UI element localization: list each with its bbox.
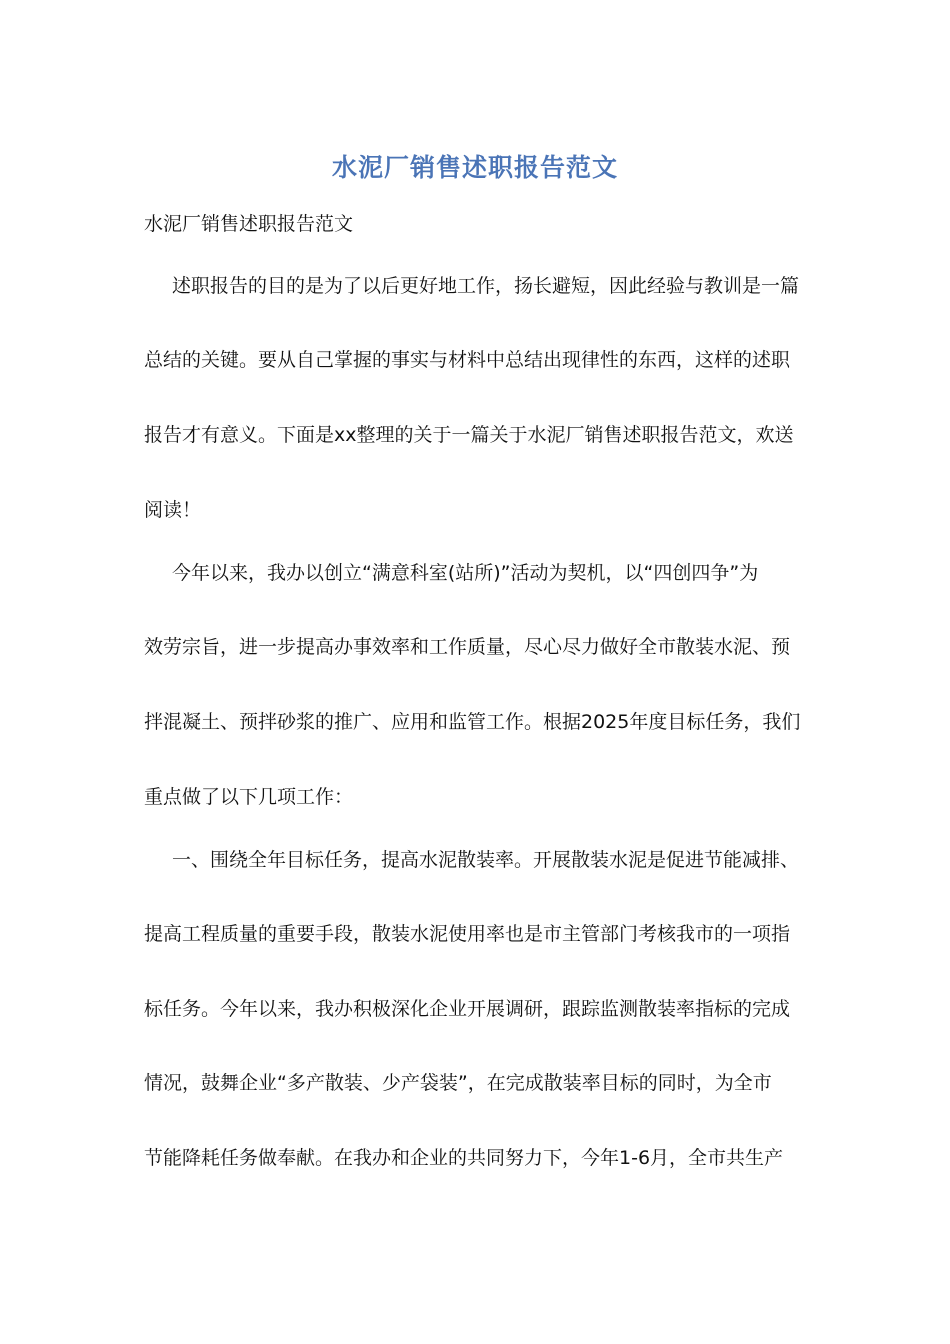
paragraph-line: 效劳宗旨，进一步提高办事效率和工作质量，尽心尽力做好全市散装水泥、预 [144, 636, 791, 658]
paragraph-line: 报告才有意义。下面是xx整理的关于一篇关于水泥厂销售述职报告范文，欢送 [144, 424, 794, 446]
document-subtitle: 水泥厂销售述职报告范文 [144, 213, 354, 235]
paragraph-line: 阅读！ [144, 499, 202, 521]
paragraph-line: 拌混凝土、预拌砂浆的推广、应用和监管工作。根据2025年度目标任务，我们 [144, 711, 801, 733]
paragraph-line: 总结的关键。要从自己掌握的事实与材料中总结出现律性的东西，这样的述职 [144, 349, 791, 371]
paragraph-line: 今年以来，我办以创立“满意科室(站所)”活动为契机，以“四创四争”为 [172, 562, 759, 584]
paragraph-line: 标任务。今年以来，我办积极深化企业开展调研，跟踪监测散装率指标的完成 [144, 998, 791, 1020]
paragraph-line: 情况，鼓舞企业“多产散装、少产袋装”，在完成散装率目标的同时，为全市 [144, 1072, 772, 1094]
paragraph-line: 提高工程质量的重要手段，散装水泥使用率也是市主管部门考核我市的一项指 [144, 923, 791, 945]
paragraph-line: 重点做了以下几项工作： [144, 786, 354, 808]
paragraph-line: 节能降耗任务做奉献。在我办和企业的共同努力下，今年1-6月，全市共生产 [144, 1147, 784, 1169]
paragraph-line: 述职报告的目的是为了以后更好地工作，扬长避短，因此经验与教训是一篇 [172, 275, 800, 297]
paragraph-line: 一、围绕全年目标任务，提高水泥散装率。开展散装水泥是促进节能减排、 [172, 849, 800, 871]
document-title: 水泥厂销售述职报告范文 [331, 153, 618, 182]
